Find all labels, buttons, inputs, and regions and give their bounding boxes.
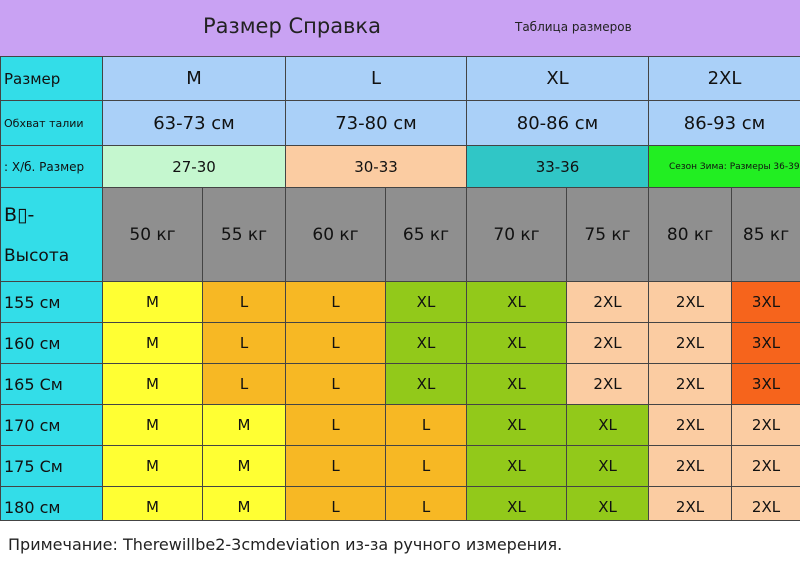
size-cell: 2XL [567, 323, 649, 364]
size-row [1, 364, 800, 405]
size-cell: L [286, 323, 386, 364]
pants-row-label: : Х/б. Размер [1, 146, 103, 188]
size-cell: M [103, 405, 203, 446]
size-cell: L [286, 364, 386, 405]
size-cell: XL [467, 405, 567, 446]
size-cell: L [386, 446, 467, 487]
size-cell: M [203, 446, 286, 487]
size-2xl-header: 2XL [649, 57, 800, 101]
size-header-row [1, 57, 800, 101]
weight-50: 50 кг [103, 188, 203, 282]
size-row-label: Размер [1, 57, 103, 101]
weight-row [1, 188, 800, 282]
size-cell: 2XL [649, 405, 732, 446]
size-cell: 2XL [649, 487, 732, 528]
size-cell: M [103, 364, 203, 405]
waist-l: 73-80 см [286, 101, 467, 146]
size-cell: L [286, 282, 386, 323]
size-cell: 3XL [732, 323, 800, 364]
size-cell: XL [386, 323, 467, 364]
size-cell: XL [386, 282, 467, 323]
size-cell: XL [567, 446, 649, 487]
size-cell: M [103, 487, 203, 528]
size-rows [1, 282, 800, 528]
height-label: 175 См [1, 446, 103, 487]
size-xl-header: XL [467, 57, 649, 101]
size-row [1, 323, 800, 364]
weight-55: 55 кг [203, 188, 286, 282]
waist-row-label: Обхват талии [1, 101, 103, 146]
weight-height-label [1, 188, 103, 282]
size-l-header: L [286, 57, 467, 101]
size-cell: 3XL [732, 282, 800, 323]
size-cell: XL [467, 364, 567, 405]
size-cell: 2XL [732, 446, 800, 487]
waist-xl: 80-86 см [467, 101, 649, 146]
size-row [1, 446, 800, 487]
size-cell: XL [386, 364, 467, 405]
pants-2xl: Сезон Зима: Размеры 36-39 [649, 146, 800, 188]
pants-row [1, 146, 800, 188]
size-cell: XL [567, 487, 649, 528]
height-label: 180 см [1, 487, 103, 528]
size-cell: L [203, 323, 286, 364]
weight-60: 60 кг [286, 188, 386, 282]
height-label: 170 см [1, 405, 103, 446]
size-cell: M [103, 323, 203, 364]
size-cell: 2XL [649, 364, 732, 405]
waist-m: 63-73 см [103, 101, 286, 146]
header-banner [0, 0, 800, 56]
size-cell: M [203, 487, 286, 528]
pants-l: 30-33 [286, 146, 467, 188]
size-cell: XL [467, 323, 567, 364]
size-cell: 2XL [732, 487, 800, 528]
weight-80: 80 кг [649, 188, 732, 282]
note-text: Примечание: Therewillbe2-3cmdeviation из-за ручного измерения. [8, 535, 562, 554]
pants-xl: 33-36 [467, 146, 649, 188]
size-table [0, 56, 800, 528]
size-cell: XL [567, 405, 649, 446]
size-cell: L [286, 446, 386, 487]
size-cell: XL [467, 282, 567, 323]
note-bar [0, 520, 800, 565]
size-cell: M [103, 282, 203, 323]
size-cell: 2XL [649, 323, 732, 364]
height-label: 160 см [1, 323, 103, 364]
size-cell: 2XL [649, 446, 732, 487]
size-cell: 3XL [732, 364, 800, 405]
height-label-bottom: Высота [4, 246, 102, 266]
size-cell: XL [467, 487, 567, 528]
size-m-header: M [103, 57, 286, 101]
size-cell: L [386, 405, 467, 446]
size-cell: M [103, 446, 203, 487]
size-cell: L [203, 364, 286, 405]
size-cell: 2XL [567, 364, 649, 405]
height-label: 155 см [1, 282, 103, 323]
size-cell: M [203, 405, 286, 446]
pants-m: 27-30 [103, 146, 286, 188]
size-cell: 2XL [732, 405, 800, 446]
chart-title: Размер Справка [203, 14, 381, 38]
weight-70: 70 кг [467, 188, 567, 282]
size-row [1, 282, 800, 323]
size-row [1, 405, 800, 446]
waist-2xl: 86-93 см [649, 101, 800, 146]
size-cell: L [286, 487, 386, 528]
size-cell: L [286, 405, 386, 446]
weight-label-top: В▯- [4, 204, 102, 226]
size-cell: XL [467, 446, 567, 487]
size-cell: 2XL [567, 282, 649, 323]
waist-row [1, 101, 800, 146]
weight-85: 85 кг [732, 188, 800, 282]
size-cell: 2XL [649, 282, 732, 323]
size-cell: L [386, 487, 467, 528]
chart-subtitle: Таблица размеров [515, 20, 632, 34]
height-label: 165 См [1, 364, 103, 405]
size-cell: L [203, 282, 286, 323]
weight-75: 75 кг [567, 188, 649, 282]
weight-65: 65 кг [386, 188, 467, 282]
